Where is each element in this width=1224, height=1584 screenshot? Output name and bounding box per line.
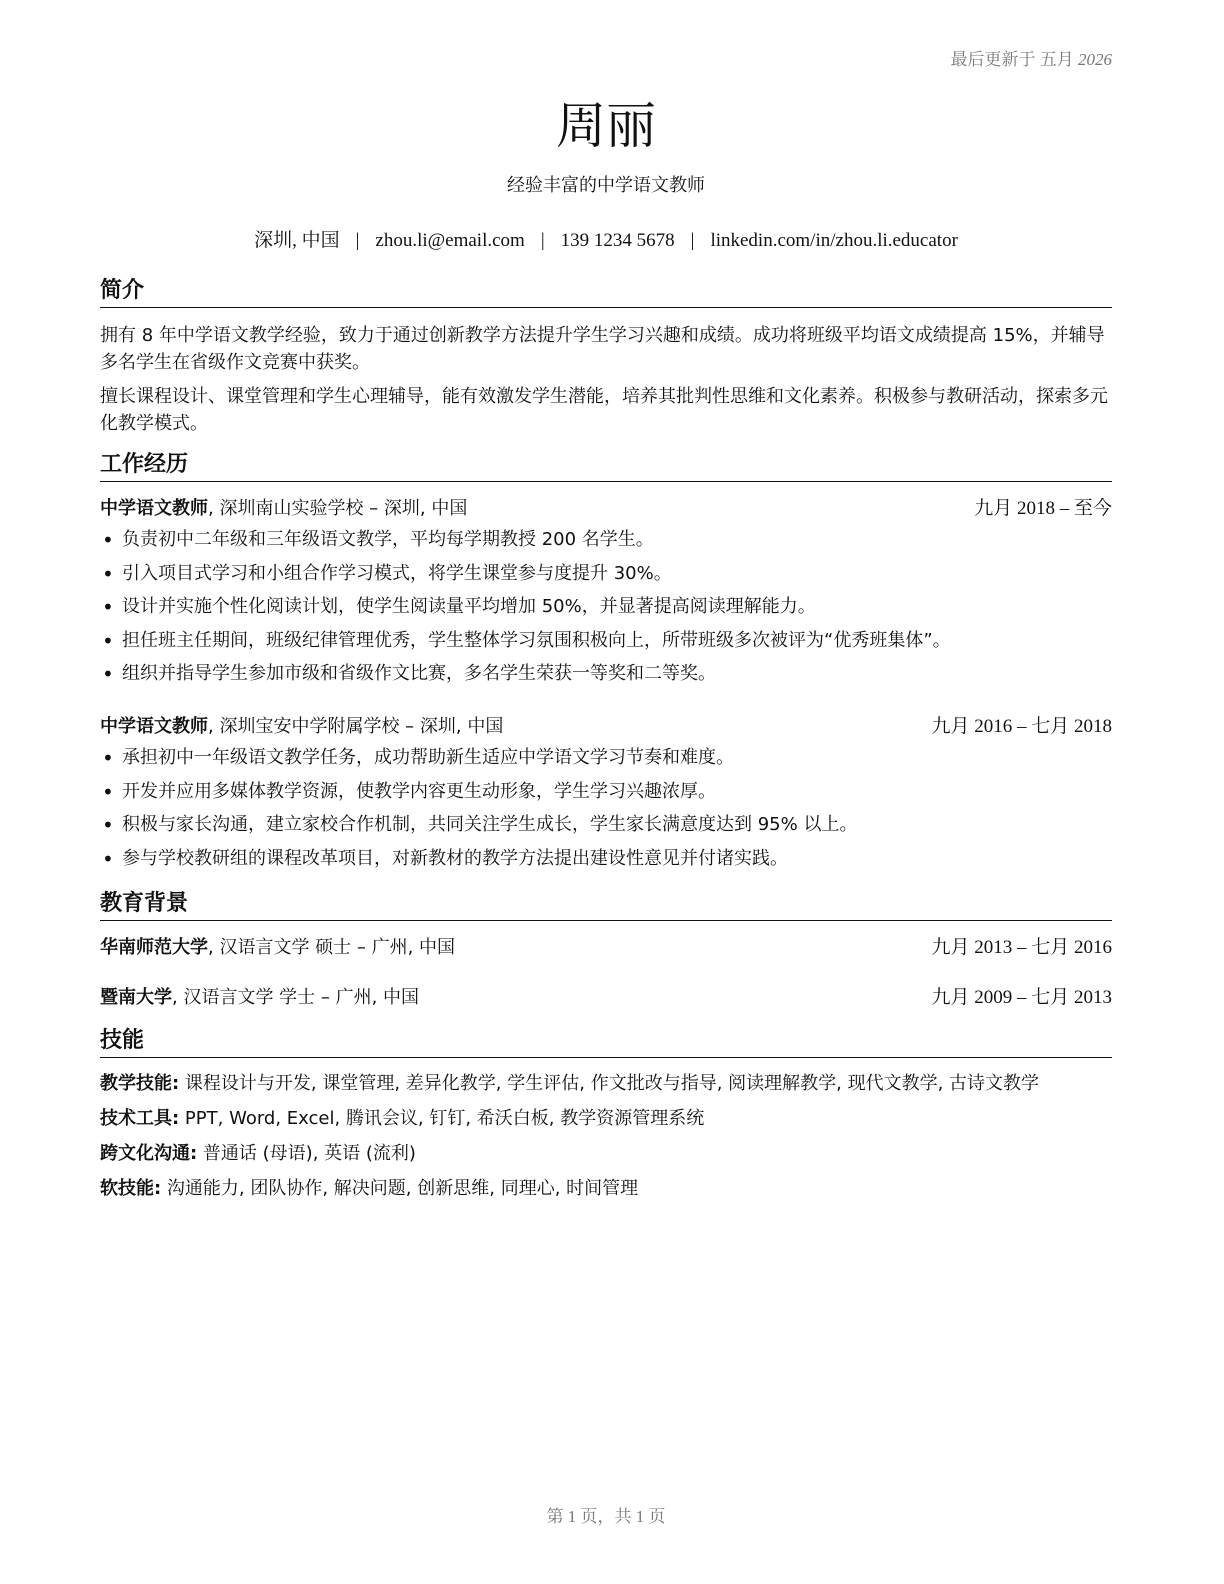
- resume-page: [100, 0, 1112, 1584]
- education-detail: , 汉语言文学 硕士 – 广州, 中国: [208, 937, 456, 958]
- last-updated-year: 2026: [1078, 50, 1112, 69]
- list-item: • 担任班主任期间，班级纪律管理优秀，学生整体学习氛围积极向上，所带班级多次被评为“优秀班集体”。: [100, 628, 1112, 662]
- list-item: • 开发并应用多媒体教学资源，使教学内容更生动形象，学生学习兴趣浓厚。: [100, 779, 1112, 813]
- job-role: 中学语文教师: [100, 716, 208, 737]
- section-title-summary: 简介: [100, 277, 1112, 308]
- section-title-experience: 工作经历: [100, 451, 1112, 482]
- skill-value: 沟通能力, 团队协作, 解决问题, 创新思维, 同理心, 时间管理: [161, 1178, 639, 1199]
- job-dates: 九月 2016 – 七月 2018: [931, 716, 1112, 737]
- job-header: [100, 496, 1112, 522]
- contact-phone: 139 1234 5678: [560, 230, 675, 251]
- skill-line: [100, 1106, 1112, 1132]
- job-bullets: [100, 527, 1112, 695]
- skill-line: [100, 1141, 1112, 1167]
- education-item: [100, 985, 1112, 1011]
- list-item: • 负责初中二年级和三年级语文教学，平均每学期教授 200 名学生。: [100, 527, 1112, 561]
- section-title-skills: 技能: [100, 1027, 1112, 1058]
- summary-paragraph: 擅长课程设计、课堂管理和学生心理辅导，能有效激发学生潜能，培养其批判性思维和文化素养。积极参与教研活动，探索多元化教学模式。: [100, 386, 1108, 434]
- contact-email[interactable]: zhou.li@email.com: [375, 230, 525, 251]
- contact-separator: |: [540, 230, 545, 251]
- skill-label: 教学技能:: [100, 1073, 180, 1094]
- list-item: • 承担初中一年级语文教学任务，成功帮助新生适应中学语文学习节奏和难度。: [100, 745, 1112, 779]
- education-item: [100, 935, 1112, 961]
- contact-separator: |: [355, 230, 360, 251]
- contact-linkedin[interactable]: linkedin.com/in/zhou.li.educator: [710, 230, 958, 251]
- education-school: 暨南大学: [100, 987, 172, 1008]
- job-bullets: [100, 745, 1112, 879]
- list-item: • 积极与家长沟通，建立家校合作机制，共同关注学生成长，学生家长满意度达到 95% 以上。: [100, 812, 1112, 846]
- education-dates: 九月 2013 – 七月 2016: [931, 937, 1112, 958]
- job-org: , 深圳宝安中学附属学校 – 深圳, 中国: [208, 716, 504, 737]
- job-header: [100, 714, 1112, 740]
- contact-separator: |: [690, 230, 695, 251]
- list-item: • 组织并指导学生参加市级和省级作文比赛，多名学生荣获一等奖和二等奖。: [100, 661, 1112, 695]
- candidate-name: 周丽: [556, 97, 656, 155]
- skill-line: [100, 1071, 1112, 1097]
- page-number: 第 1 页，共 1 页: [546, 1507, 666, 1526]
- last-updated: [951, 45, 1113, 70]
- skill-value: 普通话 (母语), 英语 (流利): [197, 1143, 416, 1164]
- education-dates: 九月 2009 – 七月 2013: [931, 987, 1112, 1008]
- summary-paragraph: 拥有 8 年中学语文教学经验，致力于通过创新教学方法提升学生学习兴趣和成绩。成功将班级平均语文成绩提高 15%，并辅导多名学生在省级作文竞赛中获奖。: [100, 325, 1105, 373]
- education-school: 华南师范大学: [100, 937, 208, 958]
- skill-value: PPT, Word, Excel, 腾讯会议, 钉钉, 希沃白板, 教学资源管理系统: [179, 1108, 705, 1129]
- list-item: • 引入项目式学习和小组合作学习模式，将学生课堂参与度提升 30%。: [100, 561, 1112, 595]
- list-item: • 参与学校教研组的课程改革项目，对新教材的教学方法提出建设性意见并付诸实践。: [100, 846, 1112, 880]
- job-role: 中学语文教师: [100, 498, 208, 519]
- skill-line: [100, 1176, 1112, 1202]
- contact-line: [100, 225, 1112, 252]
- candidate-subtitle: 经验丰富的中学语文教师: [507, 175, 705, 196]
- last-updated-label: 最后更新于 五月: [950, 50, 1074, 69]
- list-item: • 设计并实施个性化阅读计划，使学生阅读量平均增加 50%，并显著提高阅读理解能力。: [100, 594, 1112, 628]
- skill-value: 课程设计与开发, 课堂管理, 差异化教学, 学生评估, 作文批改与指导, 阅读理解教学, 现代文教学, 古诗文教学: [179, 1073, 1040, 1094]
- section-title-education: 教育背景: [100, 890, 1112, 921]
- job-org: , 深圳南山实验学校 – 深圳, 中国: [208, 498, 468, 519]
- contact-location: 深圳, 中国: [254, 230, 340, 251]
- skill-label: 跨文化沟通:: [100, 1143, 198, 1164]
- skill-label: 软技能:: [100, 1178, 162, 1199]
- education-detail: , 汉语言文学 学士 – 广州, 中国: [172, 987, 420, 1008]
- skill-label: 技术工具:: [100, 1108, 180, 1129]
- job-dates: 九月 2018 – 至今: [974, 498, 1112, 519]
